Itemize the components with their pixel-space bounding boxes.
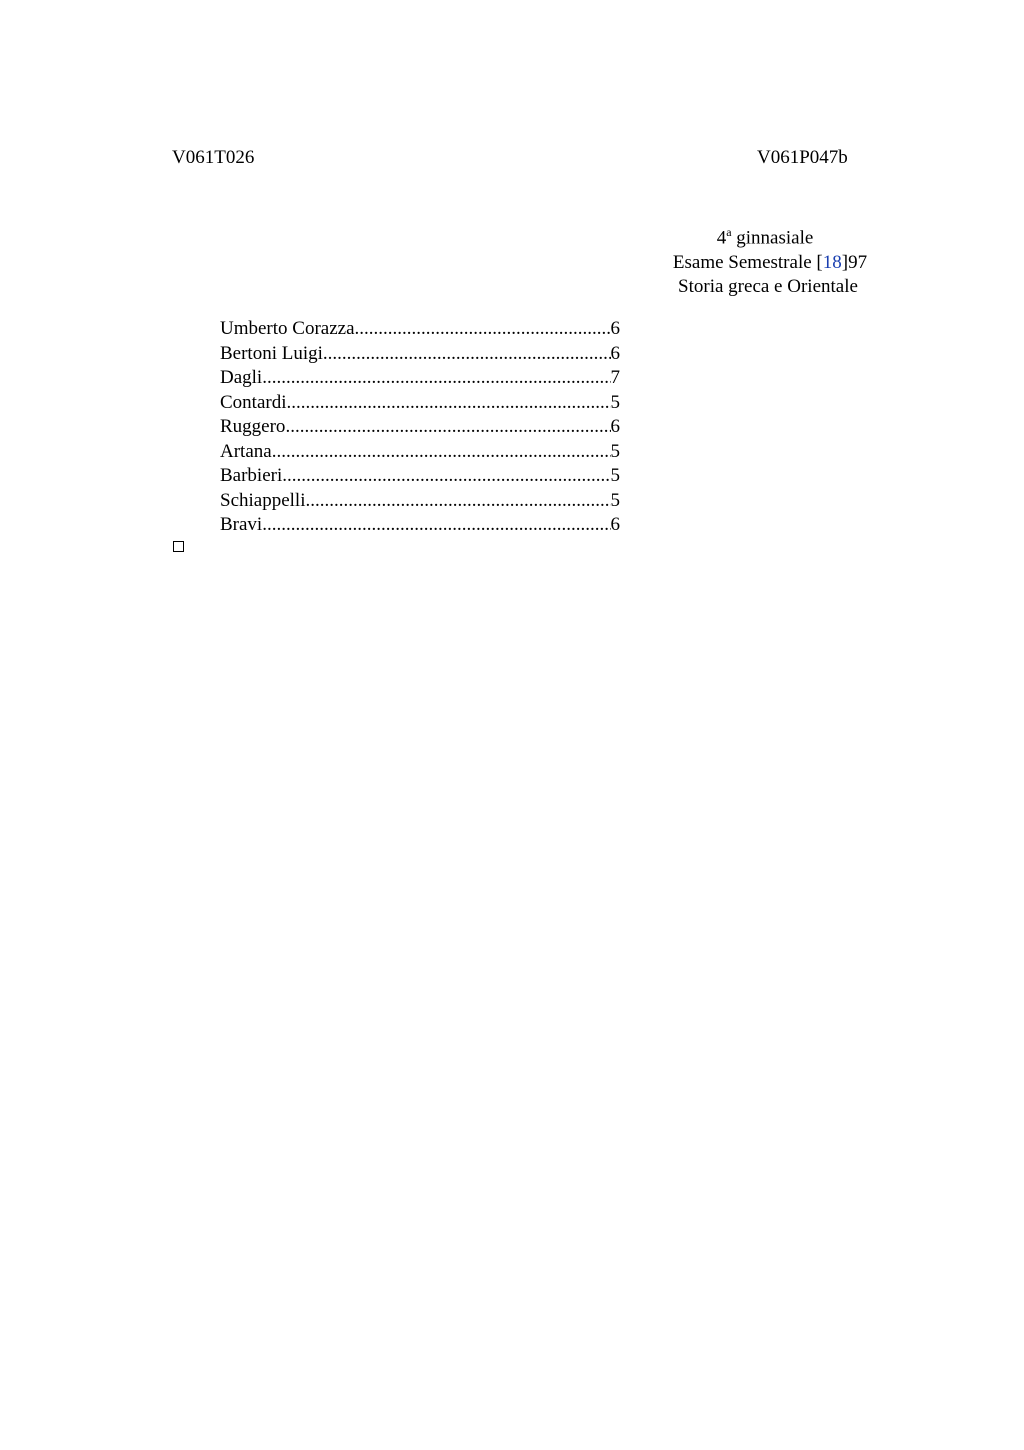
document-code-right: V061P047b: [757, 147, 848, 168]
student-grade: 5: [610, 465, 620, 486]
student-grade: 5: [610, 391, 620, 413]
exam-suffix: ]97: [841, 251, 868, 273]
class-ordinal: a: [726, 225, 732, 239]
dot-leader: [287, 391, 611, 416]
grade-row: [220, 489, 620, 514]
grade-row: [220, 464, 620, 489]
student-grade: 5: [610, 489, 620, 511]
student-name: Bertoni Luigi: [220, 342, 323, 364]
grade-row: [220, 342, 620, 367]
dot-leader: [272, 440, 611, 465]
student-name: Schiappelli: [220, 489, 306, 511]
student-name: Dagli: [220, 367, 263, 388]
student-grade: 6: [610, 416, 620, 437]
grade-row: [220, 317, 620, 342]
student-grade: 5: [610, 440, 620, 462]
document-code-left: V061T026: [172, 147, 255, 168]
dot-leader: [285, 415, 610, 440]
student-name: Bravi: [220, 514, 263, 535]
student-name: Artana: [220, 440, 272, 462]
student-name: Barbieri: [220, 465, 283, 486]
student-name: Ruggero: [220, 416, 286, 437]
student-grade: 7: [610, 367, 620, 388]
document-heading: [640, 220, 890, 300]
dot-leader: [305, 489, 610, 514]
dot-leader: [282, 464, 610, 489]
exam-year-insert: 18: [822, 251, 842, 273]
grade-row: [220, 513, 620, 538]
class-rest: ginnasiale: [731, 227, 814, 249]
grade-row: [220, 415, 620, 440]
exam-line: [640, 251, 890, 276]
student-grade: 6: [610, 318, 620, 339]
dot-leader: [323, 342, 611, 367]
subject-line: Storia greca e Orientale: [678, 276, 858, 298]
exam-prefix: Esame Semestrale [: [672, 251, 823, 273]
student-grade: 6: [610, 342, 620, 364]
student-name: Contardi: [220, 391, 287, 413]
grade-row: [220, 440, 620, 465]
grade-row: [220, 391, 620, 416]
student-name: Umberto Corazza: [220, 318, 355, 339]
student-grade: 6: [610, 514, 620, 535]
dot-leader: [262, 513, 610, 538]
class-line: [640, 220, 890, 251]
grades-list: [220, 317, 620, 538]
empty-checkbox-glyph: [173, 541, 184, 552]
grade-row: [220, 366, 620, 391]
dot-leader: [262, 366, 610, 391]
class-number: 4: [716, 227, 727, 249]
dot-leader: [355, 317, 611, 342]
